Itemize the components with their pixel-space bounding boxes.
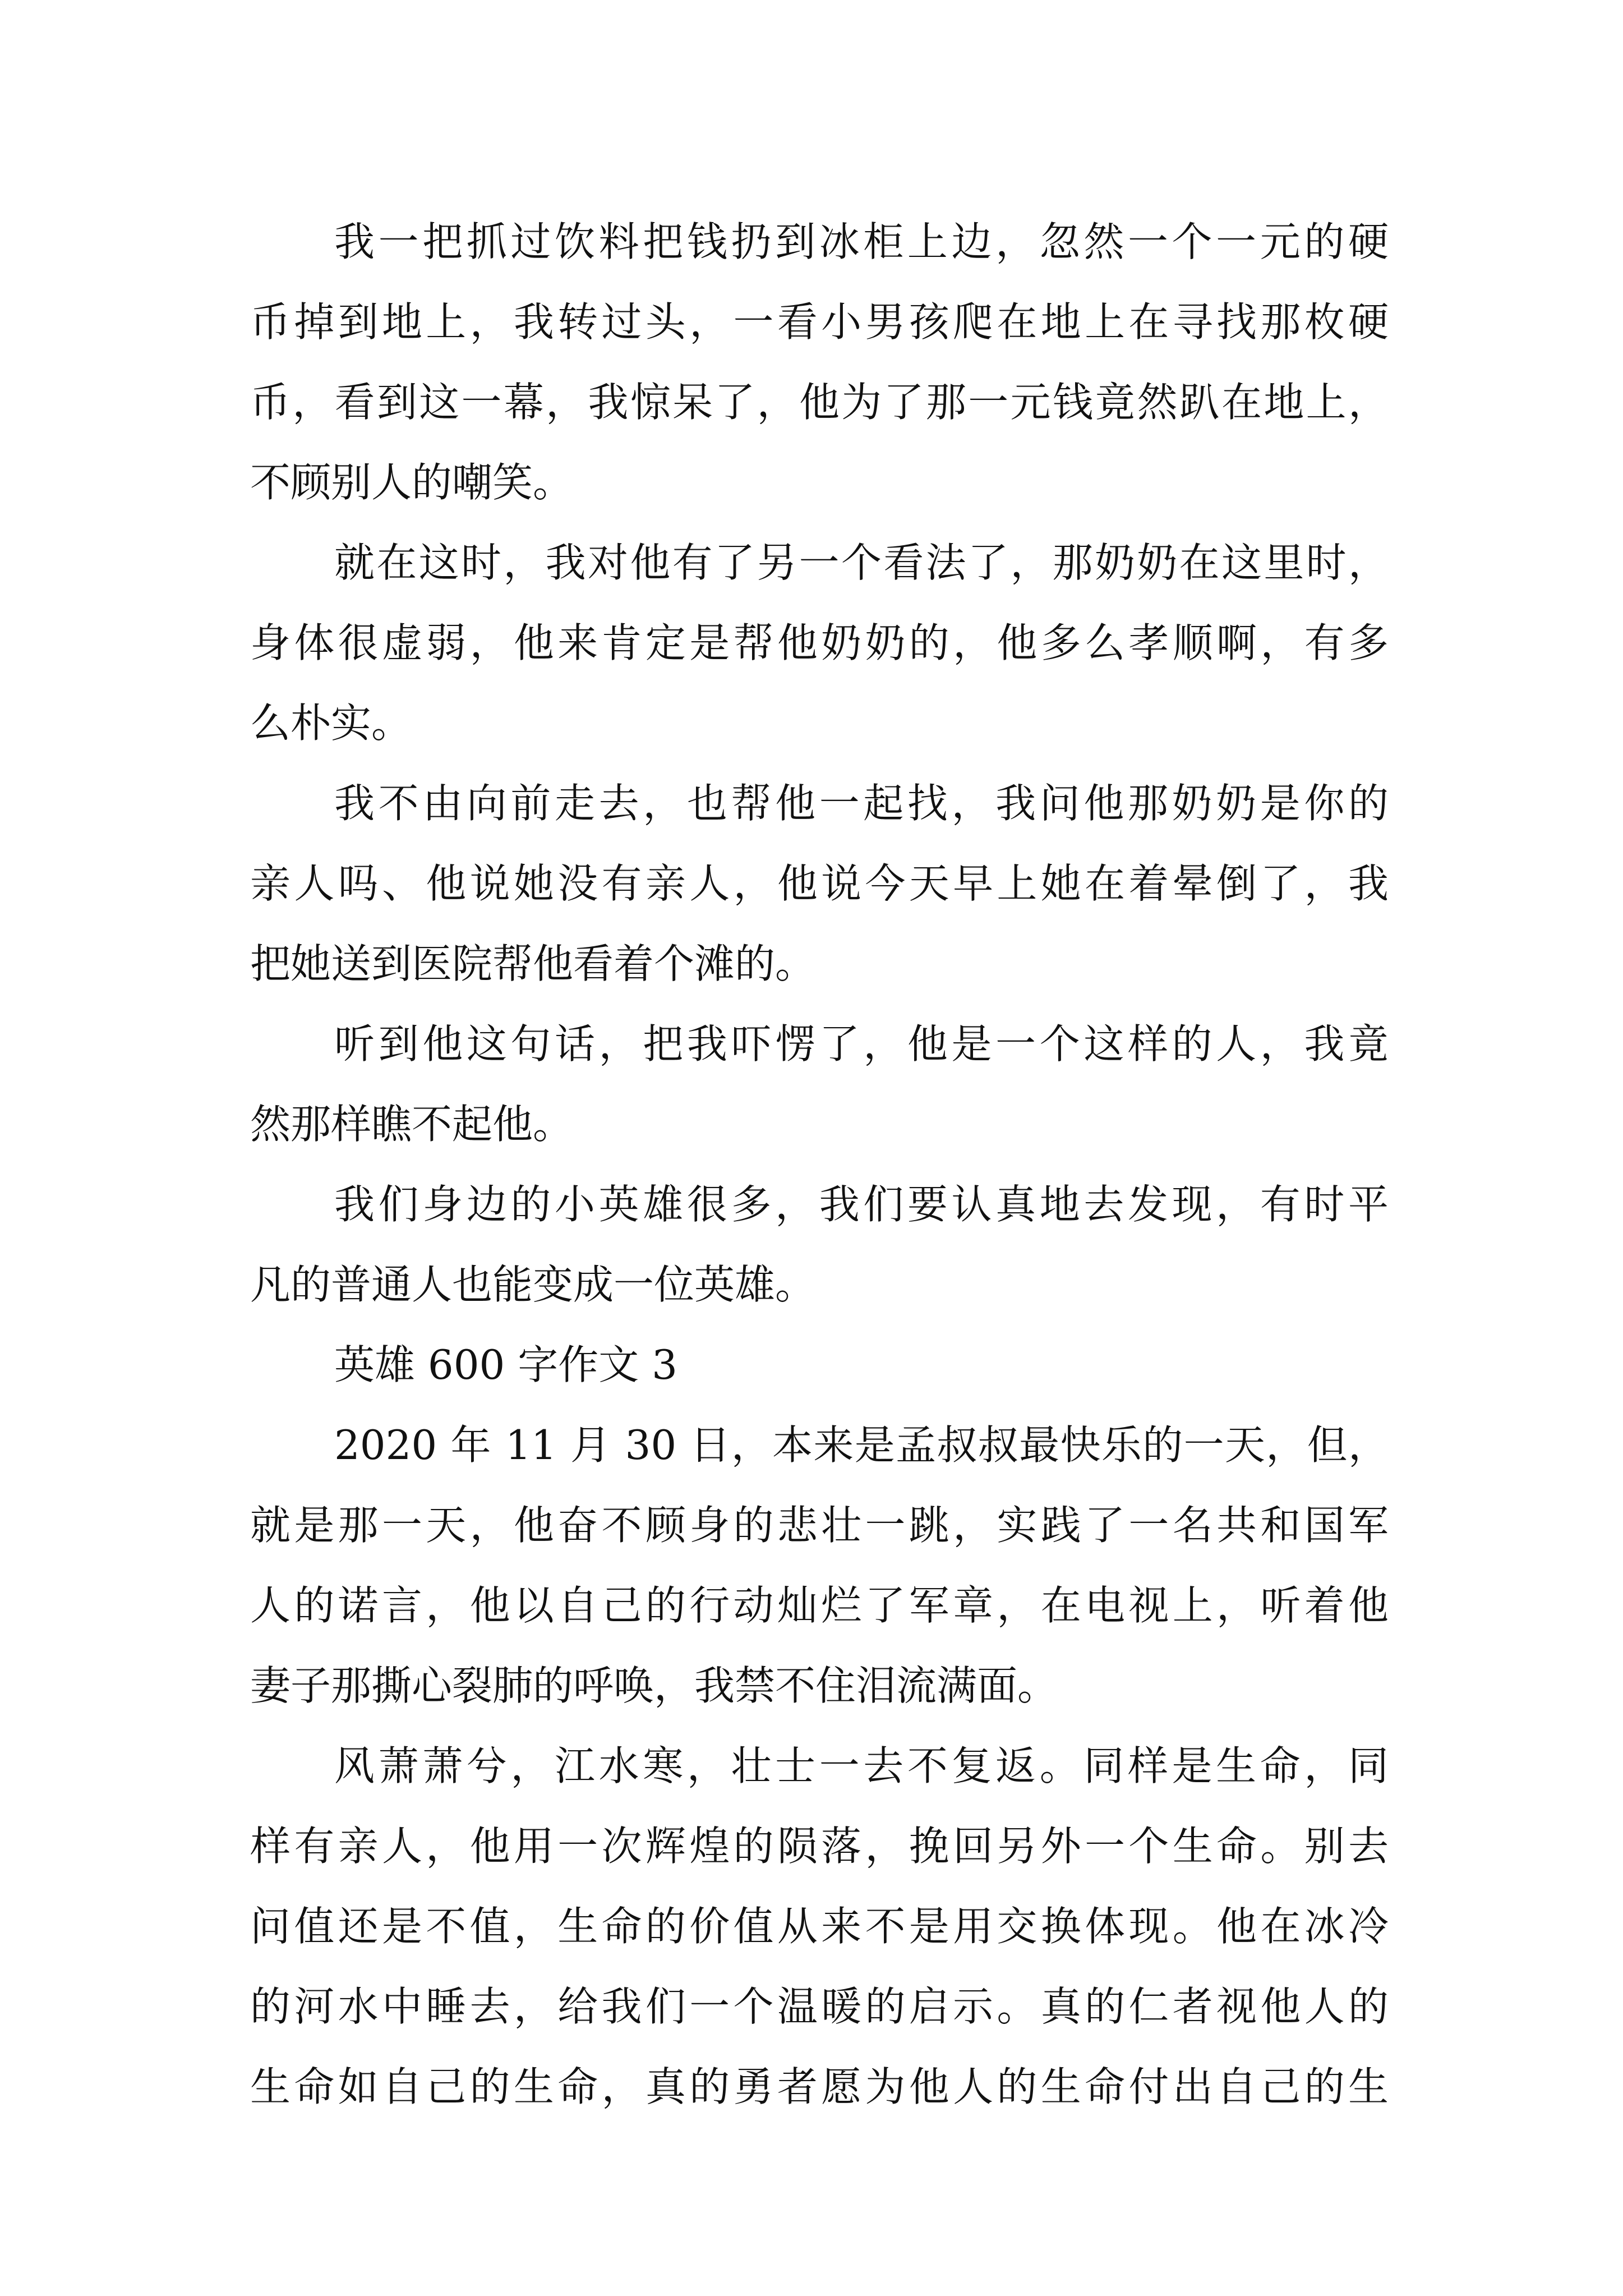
text-line: 风萧萧兮，江水寒，壮士一去不复返。同样是生命，同 xyxy=(334,1742,1389,1789)
text-line: 我不由向前走去，也帮他一起找，我问他那奶奶是你的 xyxy=(334,780,1389,827)
paragraph xyxy=(250,1004,1389,1165)
text-line: 生命如自己的生命，真的勇者愿为他人的生命付出自己的生 xyxy=(250,2063,1389,2110)
text-line: 样有亲人，他用一次辉煌的陨落，挽回另外一个生命。别去 xyxy=(250,1823,1389,1870)
text-line: 凡的普通人也能变成一位英雄。 xyxy=(250,1261,816,1308)
text-line: 人的诺言，他以自己的行动灿烂了军章，在电视上，听着他 xyxy=(250,1582,1389,1629)
text-line: 不顾别人的嘲笑。 xyxy=(250,459,574,506)
section-heading xyxy=(250,1325,1389,1405)
text-line: 我们身边的小英雄很多，我们要认真地去发现，有时平 xyxy=(334,1181,1389,1228)
text-line: 问值还是不值，生命的价值从来不是用交换体现。他在冰冷 xyxy=(250,1903,1389,1950)
paragraph xyxy=(250,523,1389,763)
text-line: 身体很虚弱，他来肯定是帮他奶奶的，他多么孝顺啊，有多 xyxy=(250,619,1389,666)
text-line: 2020 年 11 月 30 日，本来是孟叔叔最快乐的一天，但， xyxy=(334,1421,1389,1469)
paragraph xyxy=(250,1726,1389,2127)
text-line: 么朴实。 xyxy=(250,700,412,747)
text-line: 就是那一天，他奋不顾身的悲壮一跳，实践了一名共和国军 xyxy=(250,1502,1389,1549)
text-line: 的河水中睡去，给我们一个温暖的启示。真的仁者视他人的 xyxy=(250,1983,1389,2030)
text-line: 币掉到地上，我转过头，一看小男孩爬在地上在寻找那枚硬 xyxy=(250,298,1389,346)
text-line: 币，看到这一幕，我惊呆了，他为了那一元钱竟然趴在地上， xyxy=(250,379,1389,426)
paragraph xyxy=(250,1405,1389,1726)
text-line: 把她送到医院帮他看着个滩的。 xyxy=(250,940,816,987)
paragraph xyxy=(250,202,1389,523)
paragraph xyxy=(250,1165,1389,1325)
text-line: 我一把抓过饮料把钱扔到冰柜上边，忽然一个一元的硬 xyxy=(334,218,1389,265)
text-line: 听到他这句话，把我吓愣了，他是一个这样的人，我竟 xyxy=(334,1020,1389,1068)
text-line: 然那样瞧不起他。 xyxy=(250,1101,574,1148)
body-text xyxy=(250,202,1389,2127)
text-line: 就在这时，我对他有了另一个看法了，那奶奶在这里时， xyxy=(334,539,1389,586)
paragraph xyxy=(250,763,1389,1004)
text-line: 亲人吗、他说她没有亲人，他说今天早上她在着晕倒了，我 xyxy=(250,860,1389,907)
heading-line: 英雄 600 字作文 3 xyxy=(334,1341,677,1388)
text-line: 妻子那撕心裂肺的呼唤，我禁不住泪流满面。 xyxy=(250,1662,1058,1709)
